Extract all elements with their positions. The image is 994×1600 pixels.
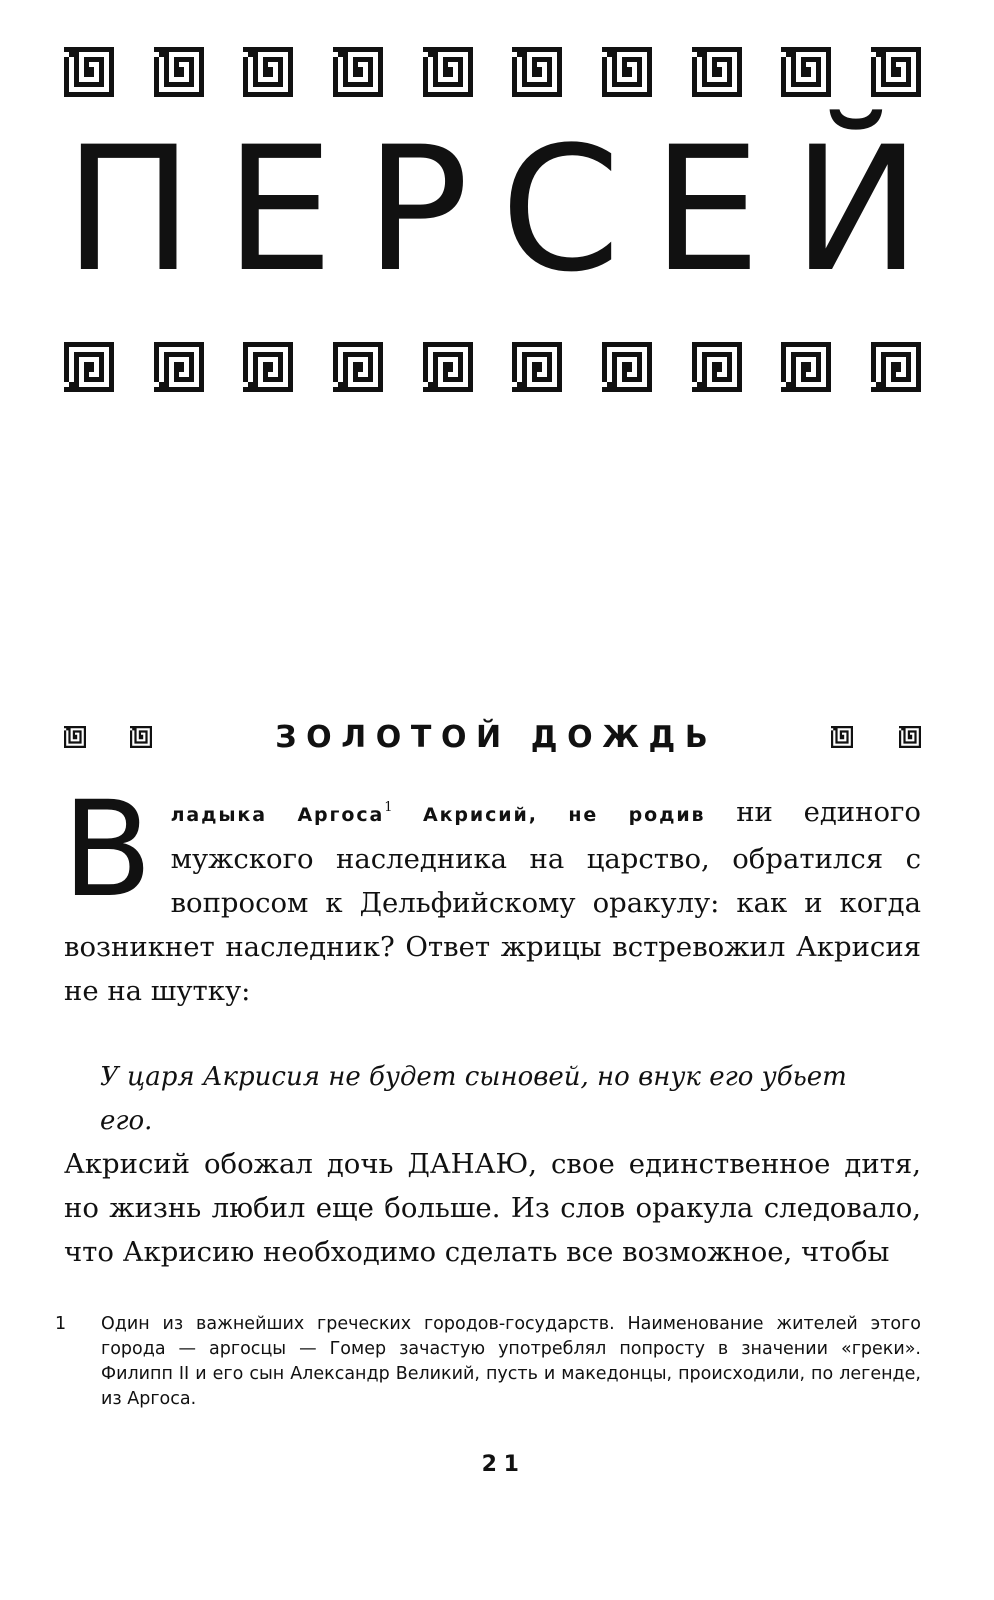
oracle-quote: У царя Акрисия не будет сыновей, но внук его убьет его. xyxy=(100,1062,847,1136)
chapter-title-letter: П xyxy=(64,109,194,310)
greek-key-icon xyxy=(899,726,921,748)
chapter-title-letter: С xyxy=(500,109,621,310)
lead-in-smallcaps: ладыка Аргоса xyxy=(170,804,385,826)
section-ornament-left xyxy=(64,726,152,748)
greek-key-icon xyxy=(154,47,204,97)
greek-key-icon xyxy=(602,47,652,97)
chapter-title-letter: Й xyxy=(792,109,921,310)
drop-cap: В xyxy=(62,773,153,927)
greek-key-icon xyxy=(333,47,383,97)
chapter-title-letter: Е xyxy=(652,109,761,310)
section-heading xyxy=(64,715,921,759)
greek-key-icon xyxy=(692,47,742,97)
footnote-text: Один из важнейших греческих городов-государств. Наименование жителей этого города — аргосцы — Гомер зачастую употреблял попросту в значении «греки». Филипп II и его сын Александр Великий, пусть и македонцы, происходили, по легенде, из Аргоса. xyxy=(101,1314,921,1409)
body-paragraph-1 xyxy=(62,773,921,1013)
greek-key-icon xyxy=(243,47,293,97)
greek-key-icon xyxy=(64,726,86,748)
footnote-number: 1 xyxy=(55,1314,67,1334)
greek-key-icon xyxy=(871,342,921,392)
greek-key-icon xyxy=(512,47,562,97)
footnote xyxy=(55,1312,921,1412)
chapter-title-letter: Е xyxy=(224,109,334,310)
footnote-reference[interactable]: 1 xyxy=(384,800,393,815)
greek-key-icon xyxy=(602,342,652,392)
greek-key-icon xyxy=(64,342,114,392)
ornament-row-bottom xyxy=(64,340,921,394)
body-paragraph-2: Акрисий обожал дочь ДАНАЮ, свое единственное дитя, но жизнь любил еще больше. Из слов оракула следовало, что Акрисию необходимо сделать все возможное, чтобы xyxy=(64,1148,921,1268)
page-number: 21 xyxy=(481,1452,526,1477)
greek-key-icon xyxy=(781,47,831,97)
greek-key-icon xyxy=(423,342,473,392)
greek-key-icon xyxy=(781,342,831,392)
paragraph-text: ни единого мужского наследника на царство, обратился с вопросом к Дельфийскому оракулу: как и когда возникнет наследник? Ответ жрицы встревожил Акрисия не на шутку: xyxy=(64,796,921,1007)
section-ornament-right xyxy=(831,726,921,748)
greek-key-icon xyxy=(243,342,293,392)
greek-key-icon xyxy=(831,726,853,748)
ornament-row-top xyxy=(64,45,921,99)
lead-in-smallcaps: Акрисий, не родив xyxy=(392,804,706,826)
greek-key-icon xyxy=(154,342,204,392)
greek-key-icon xyxy=(512,342,562,392)
greek-key-icon xyxy=(423,47,473,97)
chapter-title xyxy=(64,109,921,310)
greek-key-icon xyxy=(130,726,152,748)
section-title: ЗОЛОТОЙ ДОЖДЬ xyxy=(275,719,718,755)
greek-key-icon xyxy=(64,47,114,97)
greek-key-icon xyxy=(692,342,742,392)
chapter-title-letter: Р xyxy=(365,109,469,310)
greek-key-icon xyxy=(333,342,383,392)
greek-key-icon xyxy=(871,47,921,97)
